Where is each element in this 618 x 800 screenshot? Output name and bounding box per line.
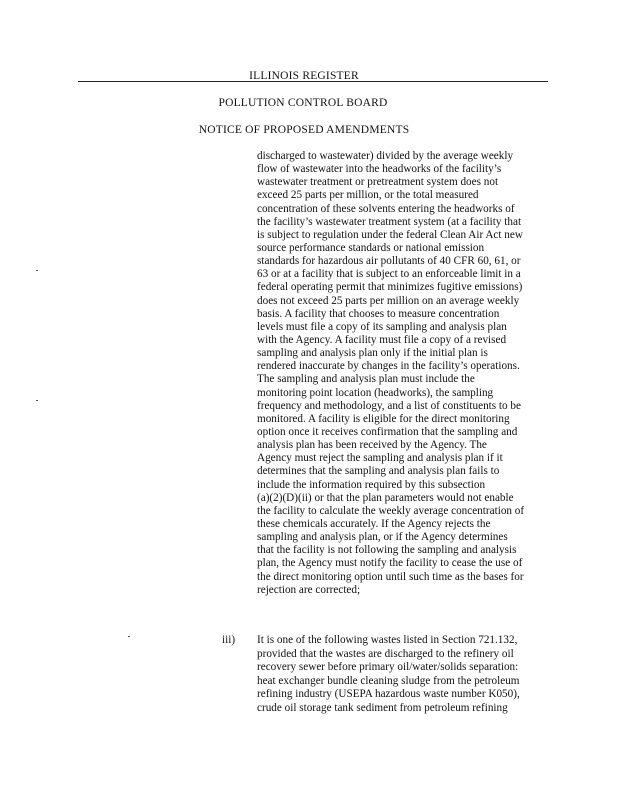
body-line: monitored. A facility is eligible for the direct monitoring bbox=[257, 412, 510, 425]
body-line: exceed 25 parts per million, or the total measured bbox=[257, 189, 479, 202]
header-rule bbox=[78, 81, 548, 82]
scan-speck bbox=[36, 270, 38, 271]
item-paragraph bbox=[257, 634, 557, 716]
body-line: levels must file a copy of its sampling and analysis plan bbox=[257, 320, 507, 333]
body-line: sampling and analysis plan only if the initial plan is bbox=[257, 347, 488, 360]
body-line: source performance standards or national emission bbox=[257, 241, 485, 254]
body-line: flow of wastewater into the headworks of the facility’s bbox=[257, 163, 502, 176]
body-line: does not exceed 25 parts per million on an average weekly bbox=[257, 294, 520, 307]
scan-speck bbox=[36, 400, 38, 401]
body-line: standards for hazardous air pollutants of 40 CFR 60, 61, or bbox=[257, 255, 521, 268]
body-line: wastewater treatment or pretreatment system does not bbox=[257, 176, 499, 189]
body-line: analysis plan has been received by the Agency. The bbox=[257, 439, 487, 452]
body-line: discharged to wastewater) divided by the average weekly bbox=[257, 150, 514, 162]
body-line: (a)(2)(D)(ii) or that the plan parameters would not enable bbox=[257, 491, 514, 504]
body-line: the facility to calculate the weekly average concentration of bbox=[257, 504, 525, 517]
body-line: include the information required by this subsection bbox=[257, 478, 486, 491]
body-line: that the facility is not following the sampling and analysis bbox=[257, 544, 517, 557]
body-line: 63 or at a facility that is subject to an enforceable limit in a bbox=[257, 268, 521, 281]
scan-speck bbox=[128, 636, 130, 637]
body-line: Agency must reject the sampling and analysis plan if it bbox=[257, 452, 503, 465]
body-paragraph bbox=[257, 150, 557, 597]
body-line: option once it receives confirmation that the sampling and bbox=[257, 425, 518, 438]
body-line: The sampling and analysis plan must include the bbox=[257, 373, 475, 386]
body-line: frequency and methodology, and a list of constituents to be bbox=[257, 399, 521, 412]
body-line: the facility’s wastewater treatment system (at a facility that bbox=[257, 215, 522, 228]
body-line: determines that the sampling and analysis plan fails to bbox=[257, 465, 500, 478]
body-line: is subject to regulation under the federal Clean Air Act new bbox=[257, 228, 523, 241]
body-line: federal operating permit that minimizes fugitive emissions) bbox=[257, 281, 523, 294]
body-line: plan, the Agency must notify the facility to cease the use of bbox=[257, 557, 523, 570]
body-line: the direct monitoring option until such time as the bases for bbox=[257, 570, 524, 583]
body-line: concentration of these solvents entering the headworks of bbox=[257, 202, 515, 215]
body-line: with the Agency. A facility must file a copy of a revised bbox=[257, 333, 507, 346]
item-line: heat exchanger bundle cleaning sludge from the petroleum bbox=[257, 674, 520, 687]
body-line: rejection are corrected; bbox=[257, 583, 361, 596]
body-line: basis. A facility that chooses to measure concentration bbox=[257, 307, 500, 320]
body-line: these chemicals accurately. If the Agency rejects the bbox=[257, 517, 491, 530]
item-line: recovery sewer before primary oil/water/solids separation: bbox=[257, 661, 519, 674]
item-line: It is one of the following wastes listed in Section 721.132, bbox=[257, 634, 518, 646]
item-line: provided that the wastes are discharged to the refinery oil bbox=[257, 647, 514, 660]
item-line: refining industry (USEPA hazardous waste number K050), bbox=[257, 688, 520, 701]
body-line: monitoring point location (headworks), the sampling bbox=[257, 386, 494, 399]
body-line: sampling and analysis plan, or if the Agency determines bbox=[257, 531, 508, 544]
item-label: iii) bbox=[222, 634, 236, 646]
notice-title: NOTICE OF PROPOSED AMENDMENTS bbox=[198, 124, 410, 136]
register-title: ILLINOIS REGISTER bbox=[249, 70, 359, 82]
body-line: rendered inaccurate by changes in the facility’s operations. bbox=[257, 360, 520, 373]
item-line: crude oil storage tank sediment from petroleum refining bbox=[257, 701, 508, 714]
board-title: POLLUTION CONTROL BOARD bbox=[218, 97, 388, 109]
